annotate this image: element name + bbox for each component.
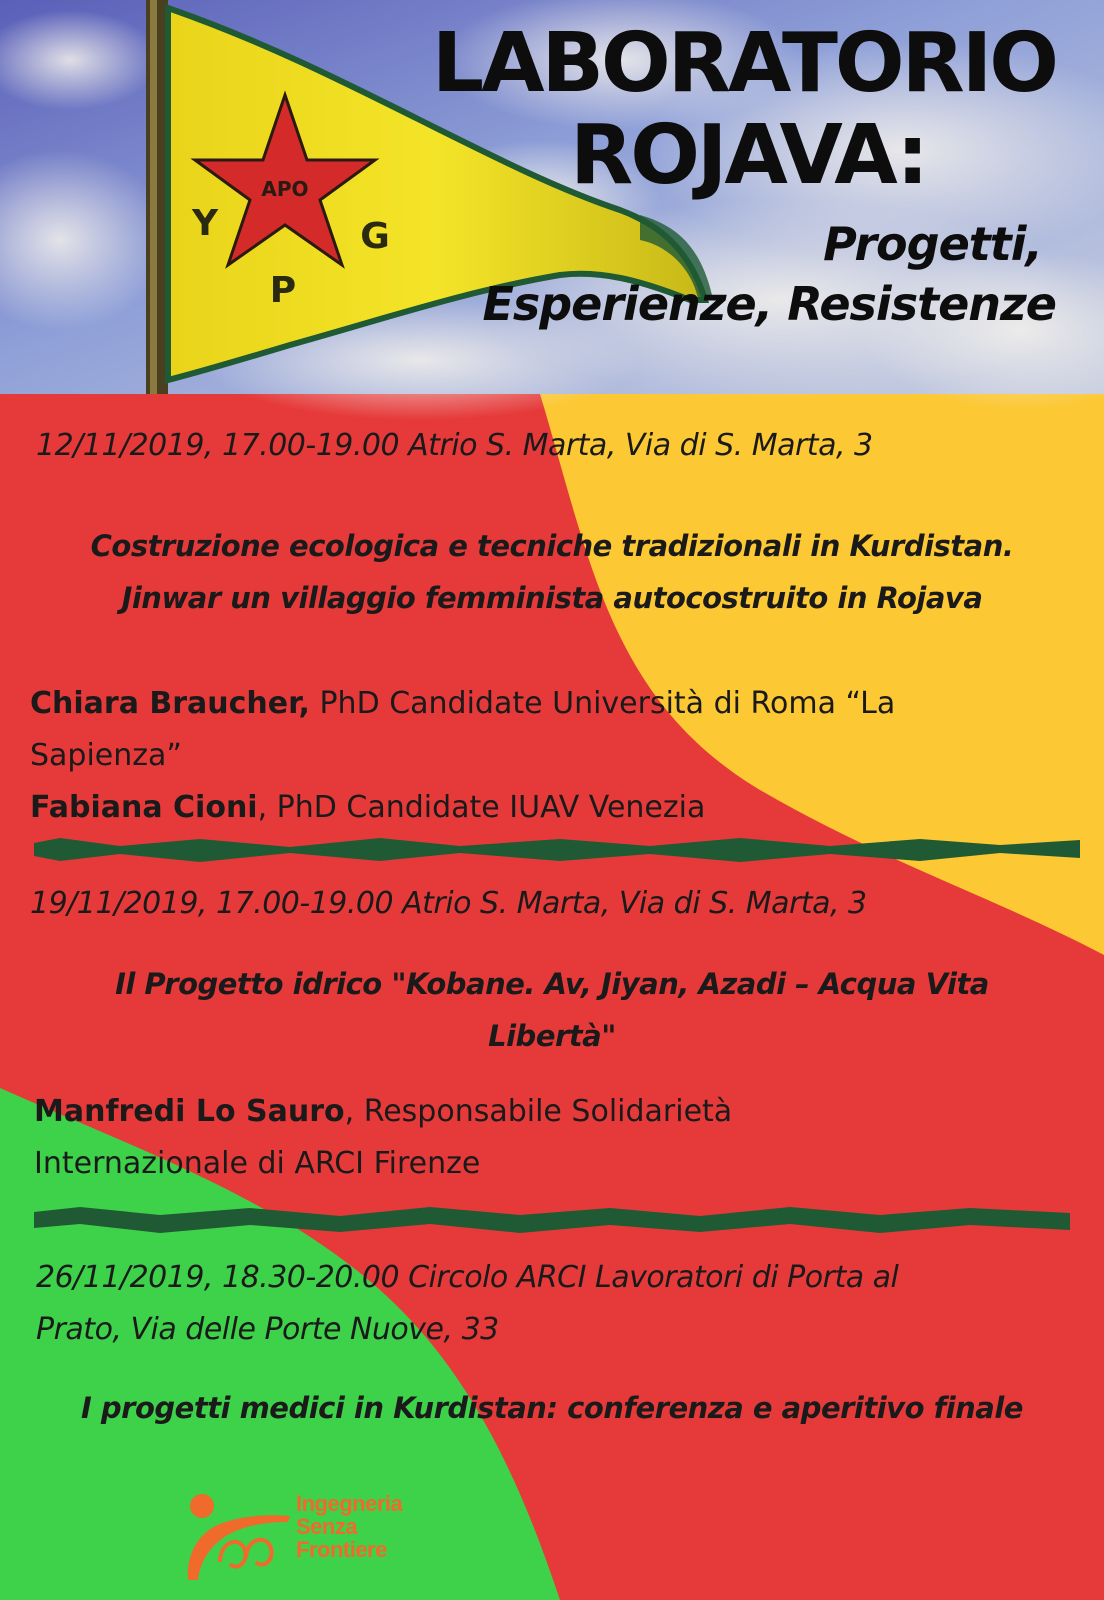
event-2-title — [30, 958, 1074, 1062]
logo-line-3: Frontiere — [296, 1537, 387, 1562]
speaker-name: Fabiana Cioni — [30, 790, 258, 825]
speaker-name: Chiara Braucher, — [30, 686, 310, 721]
event-1-date: 12/11/2019, 17.00-19.00 Atrio S. Marta, Via di S. Marta, 3 — [36, 428, 873, 463]
subtitle-line-2: Esperienze, Resistenze — [482, 277, 1056, 331]
speaker-role-cont: Sapienza” — [30, 738, 182, 773]
title-line-2: ROJAVA: — [570, 108, 926, 203]
event-1-speakers — [30, 678, 1070, 834]
speaker-role: , PhD Candidate IUAV Venezia — [257, 790, 706, 825]
speaker-name: Manfredi Lo Sauro — [34, 1094, 345, 1129]
event-1-title-line-1: Costruzione ecologica e tecniche tradizionali in Kurdistan. — [90, 529, 1014, 563]
flag-letter-p: P — [269, 270, 297, 311]
event-2-title-line-2: Libertà" — [488, 1019, 616, 1053]
event-3-date — [36, 1252, 1076, 1356]
header-title-block — [432, 18, 1056, 334]
speaker-chiara — [30, 678, 1070, 730]
event-1-title — [30, 520, 1074, 624]
isf-logo-text — [296, 1492, 402, 1561]
event-3-title: I progetti medici in Kurdistan: conferenza e aperitivo finale — [81, 1391, 1023, 1425]
speaker-role-cont: Internazionale di ARCI Firenze — [34, 1146, 481, 1181]
speaker-role: PhD Candidate Università di Roma “La — [309, 686, 896, 721]
event-3-date-line-1: 26/11/2019, 18.30-20.00 Circolo ARCI Lavoratori di Porta al — [36, 1260, 899, 1295]
logo-line-1: Ingegneria — [296, 1491, 403, 1516]
event-2-date: 19/11/2019, 17.00-19.00 Atrio S. Marta, Via di S. Marta, 3 — [30, 886, 867, 921]
isf-logo — [180, 1492, 480, 1582]
flag-letter-g: G — [360, 216, 390, 257]
speaker-role: , Responsabile Solidarietà — [344, 1094, 733, 1129]
flag-letter-y: Y — [191, 203, 219, 244]
subtitle-line-1: Progetti, — [823, 217, 1042, 271]
speaker-manfredi — [34, 1086, 1074, 1138]
event-1-title-line-2: Jinwar un villaggio femminista autocostruito in Rojava — [121, 581, 983, 615]
flag-star-text: APO — [261, 177, 309, 201]
speaker-fabiana — [30, 782, 1070, 834]
divider-1 — [34, 838, 1080, 862]
title-line-1: LABORATORIO — [431, 16, 1056, 111]
event-3-date-line-2: Prato, Via delle Porte Nuove, 33 — [36, 1312, 499, 1347]
event-2-speakers — [34, 1086, 1074, 1190]
event-2-title-line-1: Il Progetto idrico "Kobane. Av, Jiyan, Azadi – Acqua Vita — [115, 967, 989, 1001]
logo-line-2: Senza — [296, 1514, 358, 1539]
